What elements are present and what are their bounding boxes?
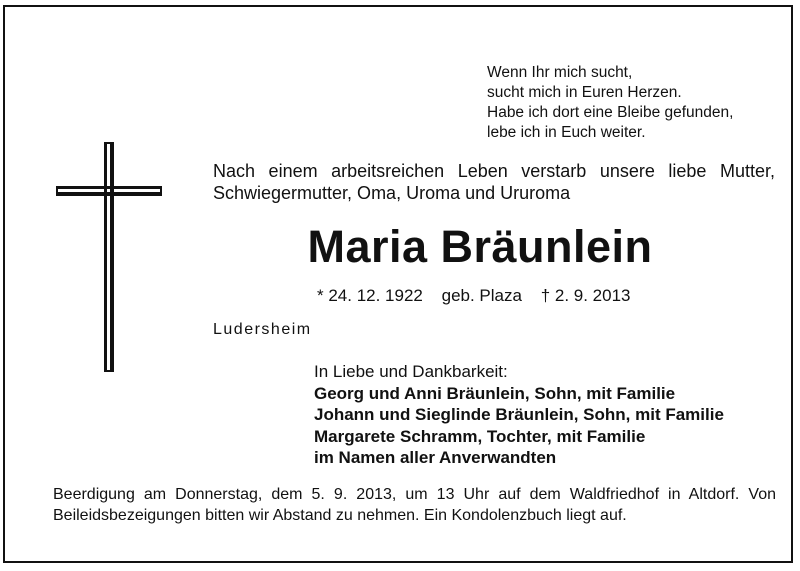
mourners-block [314, 361, 724, 469]
footer-line: Beileidsbezeigungen bitten wir Abstand zu nehmen. Ein Kondolenzbuch liegt auf. [53, 506, 627, 524]
intro-line: Nach einem arbeitsreichen Leben verstarb unsere liebe Mutter, [213, 161, 775, 181]
funeral-notice [53, 485, 776, 526]
verse-line: Habe ich dort eine Bleibe gefunden, [487, 104, 734, 121]
life-dates [317, 286, 631, 306]
death-date: † 2. 9. 2013 [540, 286, 631, 305]
mourner-line: Margarete Schramm, Tochter, mit Familie [314, 426, 646, 446]
mourner-line: im Namen aller Anverwandten [314, 448, 557, 467]
footer-line: Beerdigung am Donnerstag, dem 5. 9. 2013, um 13 Uhr auf dem Waldfriedhof in Altdorf. Von [53, 486, 776, 503]
cross-center [104, 186, 114, 196]
verse-line: lebe ich in Euch weiter. [487, 124, 646, 141]
birth-date: * 24. 12. 1922 [317, 286, 423, 305]
intro-text [213, 160, 775, 204]
verse-line: Wenn Ihr mich sucht, [487, 64, 633, 81]
maiden-name: geb. Plaza [441, 286, 522, 305]
verse-line: sucht mich in Euren Herzen. [487, 84, 682, 101]
deceased-name: Maria Bräunlein [307, 221, 653, 272]
cross-vertical-beam [104, 142, 114, 372]
mourner-line: Georg und Anni Bräunlein, Sohn, mit Familie [314, 383, 676, 403]
mourners-heading: In Liebe und Dankbarkeit: [314, 362, 508, 381]
intro-line: Schwiegermutter, Oma, Uroma und Ururoma [213, 183, 571, 203]
place-name: Ludersheim [213, 321, 312, 338]
mourner-line: Johann und Sieglinde Bräunlein, Sohn, mit Familie [314, 405, 724, 424]
verse [487, 63, 787, 143]
